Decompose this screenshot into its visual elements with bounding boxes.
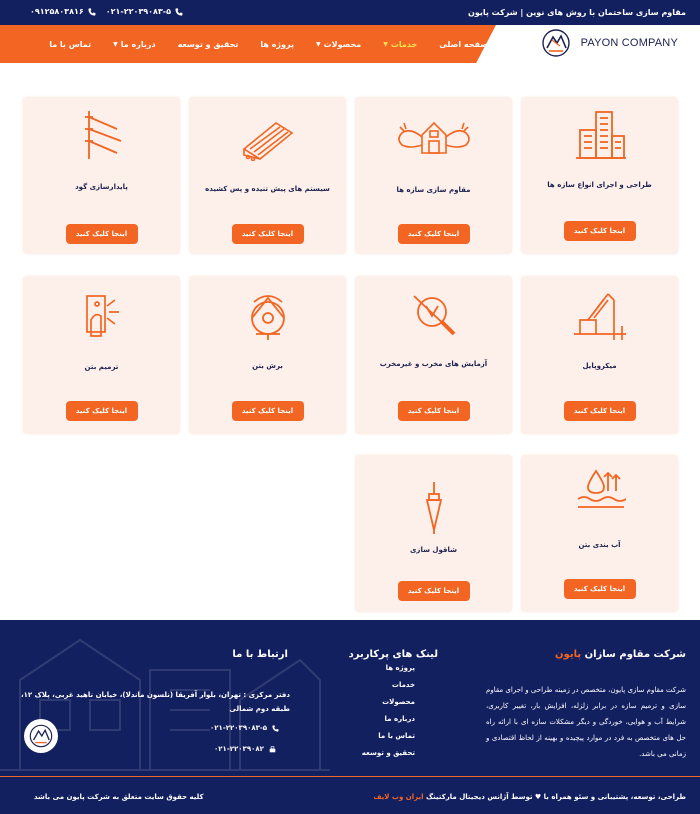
service-card-waterproofing[interactable]	[521, 455, 678, 612]
service-card-concrete-repair[interactable]	[23, 276, 180, 434]
footer-contact-title: ارتباط با ما	[232, 649, 288, 660]
chevron-down-icon: ▼	[383, 40, 388, 48]
top-bar	[0, 0, 700, 25]
service-card-testing[interactable]	[355, 276, 512, 434]
service-card-structures[interactable]	[521, 97, 678, 254]
top-bar-mobile[interactable]: ۰۹۱۲۵۸۰۳۸۱۶	[30, 7, 96, 16]
card-title: سیستم های پیش تنیده و پس کشیده	[205, 185, 330, 193]
chevron-down-icon: ▼	[316, 40, 321, 48]
footer-link-about[interactable]: درباره ما	[384, 715, 415, 723]
card-button[interactable]: اینجا کلیک کنید	[564, 401, 636, 421]
company-logo-icon	[27, 722, 55, 750]
nav-contact[interactable]: تماس با ما	[49, 39, 92, 49]
footer-about-text: شرکت مقاوم سازی پایون، متخصص در زمینه طراحی و اجرای مقاوم سازی و ترمیم سازه در برابر زلزله، افزایش بار، تغییر کاربری، شرایط آب و هوایی، خوردگی و دیگر مشکلات سازه ای با ارائه راه حل های متخصص به فرد در موارد پیچیده و بهینه از لحاظ اقتصادی و زمانی می باشد.	[486, 686, 686, 758]
footer-link-projects[interactable]: پروژه ها	[385, 664, 415, 672]
card-button[interactable]: اینجا کلیک کنید	[66, 224, 138, 244]
card-button[interactable]: اینجا کلیک کنید	[564, 579, 636, 599]
footer-fax[interactable]: ۰۲۱-۲۲۰۳۹۰۸۲	[214, 745, 276, 753]
testing-magnifier-icon	[408, 290, 460, 342]
footer-company-title: شرکت مقاوم سازان پایون	[555, 649, 686, 660]
footer-copyright: کلیه حقوق سایت متعلق به شرکت پایون می باشد	[34, 793, 204, 801]
service-card-micropile[interactable]	[521, 276, 678, 434]
phone-icon	[175, 8, 183, 16]
nav-projects[interactable]: پروژه ها	[260, 39, 294, 49]
card-button[interactable]: اینجا کلیک کنید	[398, 401, 470, 421]
footer-link-research[interactable]: تحقیق و توسعه	[361, 749, 415, 757]
nav-services[interactable]: خدمات ▼	[383, 39, 418, 49]
footer-divider	[0, 776, 700, 777]
service-card-prestressed[interactable]	[189, 97, 346, 254]
chevron-down-icon: ▼	[113, 40, 118, 48]
card-title: مقاوم سازی سازه ها	[396, 186, 471, 194]
card-button[interactable]: اینجا کلیک کنید	[398, 581, 470, 601]
service-card-plumb[interactable]	[355, 455, 512, 612]
card-title: میکروپایل	[582, 362, 617, 370]
card-title: طراحی و اجرای انواع سازه ها	[547, 181, 652, 189]
circular-saw-icon	[240, 288, 296, 344]
card-button[interactable]: اینجا کلیک کنید	[232, 224, 304, 244]
drilling-rig-icon	[570, 290, 630, 342]
nav-products[interactable]: محصولات ▼	[316, 39, 362, 49]
top-bar-office-phone[interactable]: ۰۲۱-۲۲۰۳۹۰۸۳-۵	[106, 7, 183, 16]
footer-links-title: لینک های پرکاربرد	[348, 649, 438, 660]
fax-icon	[269, 746, 276, 753]
waterproofing-icon	[574, 467, 626, 511]
service-card-excavation[interactable]	[23, 97, 180, 254]
concrete-repair-icon	[77, 290, 127, 342]
service-card-concrete-cutting[interactable]	[189, 276, 346, 434]
card-title: ترمیم بتن	[84, 363, 119, 371]
phone-icon	[88, 8, 96, 16]
footer-link-products[interactable]: محصولات	[382, 698, 415, 706]
footer-credit-link[interactable]: ایران وب لایف	[373, 793, 424, 801]
strong-house-icon	[394, 115, 474, 159]
card-title: آب بندی بتن	[578, 541, 621, 549]
card-button[interactable]: اینجا کلیک کنید	[66, 401, 138, 421]
plumb-bob-icon	[419, 480, 449, 536]
footer-logo[interactable]	[24, 719, 58, 753]
card-title: آزمایش های مخرب و غیرمخرب	[379, 360, 488, 368]
main-nav	[49, 25, 488, 63]
card-title: برش بتن	[252, 362, 283, 370]
company-logo-icon	[539, 28, 573, 58]
footer-link-services[interactable]: خدمات	[391, 681, 415, 689]
footer-credit: طراحی، توسعه، پشتیبانی و سئو همراه با ♥ توسط آژانس دیجیتال مارکتینگ ایران وب لایف	[373, 793, 686, 801]
footer-links	[362, 660, 415, 762]
nav-home[interactable]: صفحه اصلی	[439, 39, 488, 49]
site-logo[interactable]	[539, 28, 678, 58]
brand-name: PAYON COMPANY	[580, 37, 678, 49]
excavation-anchor-icon	[77, 107, 127, 161]
nav-about[interactable]: درباره ما ▼	[113, 39, 156, 49]
card-button[interactable]: اینجا کلیک کنید	[232, 401, 304, 421]
footer-link-contact[interactable]: تماس با ما	[378, 732, 415, 740]
buildings-icon	[572, 106, 628, 162]
top-bar-phones	[30, 7, 183, 16]
card-button[interactable]: اینجا کلیک کنید	[398, 224, 470, 244]
card-title: شاقول سازی	[410, 546, 457, 554]
card-title: پایدارسازی گود	[75, 183, 128, 191]
prestressed-beam-icon	[238, 119, 298, 161]
nav-research[interactable]: تحقیق و توسعه	[177, 39, 239, 49]
site-footer	[0, 620, 700, 814]
footer-phone[interactable]: ۰۲۱-۲۲۰۳۹۰۸۳-۵	[210, 724, 279, 732]
card-button[interactable]: اینجا کلیک کنید	[564, 221, 636, 241]
site-header	[0, 25, 700, 63]
service-card-retrofit[interactable]	[355, 97, 512, 254]
footer-address: دفتر مرکزی : تهران، بلوار آفریقا (نلسون ماندلا)، خیابان ناهید غربی، پلاک ۱۲، طبقه دوم شمالی	[20, 691, 290, 713]
phone-icon	[272, 725, 279, 732]
top-bar-slogan: مقاوم سازی ساختمان با روش های نوین | شرکت پایون	[468, 8, 686, 17]
